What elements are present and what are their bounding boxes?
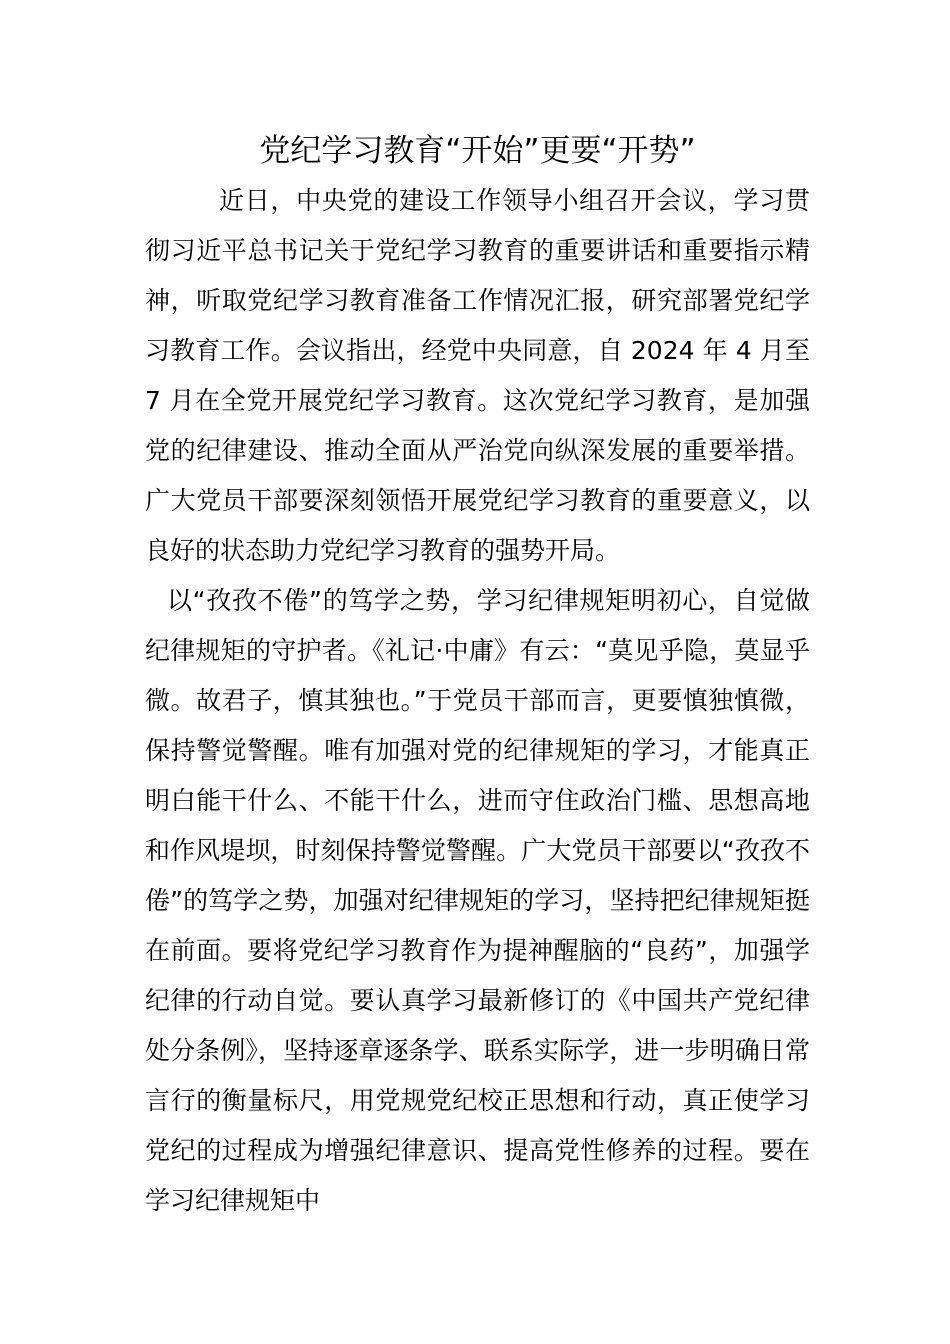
document-body — [145, 176, 810, 1226]
paragraph-2: 以“孜孜不倦”的笃学之势，学习纪律规矩明初心，自觉做纪律规矩的守护者。《礼记·中庸》有云：“莫见乎隐，莫显乎微。故君子，慎其独也。”于党员干部而言，更要慎独慎微，保持警觉警醒。唯有加强对党的纪律规矩的学习，才能真正明白能干什么、不能干什么，进而守住政治门槛、思想高地和作风堤坝，时刻保持警觉警醒。广大党员干部要以“孜孜不倦”的笃学之势，加强对纪律规矩的学习，坚持把纪律规矩挺在前面。要将党纪学习教育作为提神醒脑的“良药”，加强学纪律的行动自觉。要认真学习最新修订的《中国共产党纪律处分条例》，坚持逐章逐条学、联系实际学，进一步明确日常言行的衡量标尺，用党规党纪校正思想和行动，真正使学习党纪的过程成为增强纪律意识、提高党性修养的过程。要在学习纪律规矩中 — [145, 586, 810, 1215]
document-title: 党纪学习教育“开始”更要“开势” — [259, 133, 696, 169]
paragraph-1: 近日，中央党的建设工作领导小组召开会议，学习贯彻习近平总书记关于党纪学习教育的重要讲话和重要指示精神，听取党纪学习教育准备工作情况汇报，研究部署党纪学习教育工作。会议指出，经党中央同意，自 2024 年 4 月至 7 月在全党开展党纪学习教育。这次党纪学习教育，是加强党的纪律建设、推动全面从严治党向纵深发展的重要举措。广大党员干部要深刻领悟开展党纪学习教育的重要意义，以良好的状态助力党纪学习教育的强势开局。 — [145, 186, 810, 565]
